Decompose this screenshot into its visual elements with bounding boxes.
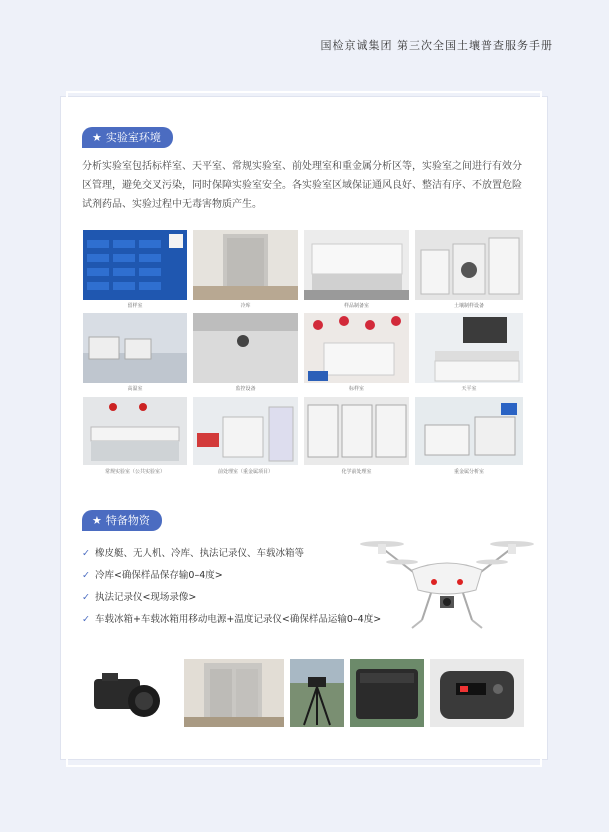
cold-room-illustration xyxy=(193,230,298,300)
check-icon: ✓ xyxy=(82,570,90,581)
heavy-metal-illustration xyxy=(415,397,523,465)
mobile-power-image xyxy=(430,659,524,727)
drone-illustration xyxy=(352,520,542,650)
photo-general-lab xyxy=(83,397,187,465)
photo-monitoring xyxy=(193,313,298,383)
supplies-list xyxy=(82,543,381,631)
photo-prep-room xyxy=(304,230,409,300)
shelves-illustration xyxy=(83,230,187,300)
photo-balance-room xyxy=(415,313,523,383)
page-header: 国检京诚集团 第三次全国土壤普查服务手册 xyxy=(320,39,553,52)
prep-room-illustration xyxy=(304,230,409,300)
car-fridge-image xyxy=(350,659,424,727)
photo-pretreatment-room xyxy=(193,397,298,465)
list-item xyxy=(82,543,381,565)
section-badge-supplies xyxy=(82,510,162,531)
camera-illustration xyxy=(82,659,178,727)
caption: 常规实验室（公共实验室） xyxy=(104,469,165,475)
lab-description: 分析实验室包括标样室、天平室、常规实验室、前处理室和重金属分析区等，实验室之间进行有效分区管理，避免交叉污染，同时保障实验室安全。各实验室区域保证通风良好、整洁有序、不放置危险试剂药品、实验过程中无毒害物质产生。 xyxy=(82,161,522,210)
list-item-text: 车载冰箱+车载冰箱用移动电源+温度记录仪<确保样品运输0–4度> xyxy=(94,614,382,625)
photo-high-temp-room xyxy=(83,313,187,383)
general-lab-illustration xyxy=(83,397,187,465)
star-icon: ★ xyxy=(92,514,102,527)
list-item xyxy=(82,565,381,587)
car-fridge-illustration xyxy=(350,659,424,727)
photo-chemical-pretreatment xyxy=(304,397,409,465)
section-badge-label: 特备物资 xyxy=(105,514,150,527)
fume-hood-illustration xyxy=(304,397,409,465)
caption: 前处理室（重金属项目） xyxy=(217,469,273,475)
photo-soil-equipment xyxy=(415,230,523,300)
standard-room-illustration xyxy=(304,313,409,383)
list-item xyxy=(82,609,381,631)
caption: 标样室 xyxy=(348,386,364,392)
caption: 化学前处理室 xyxy=(341,469,372,475)
section-badge-lab xyxy=(82,127,173,148)
photo-heavy-metal-room xyxy=(415,397,523,465)
check-icon: ✓ xyxy=(82,614,90,625)
high-temp-illustration xyxy=(83,313,187,383)
check-icon: ✓ xyxy=(82,592,90,603)
caption: 样品制备室 xyxy=(343,303,369,309)
pretreatment-illustration xyxy=(193,397,298,465)
camera-image xyxy=(82,659,178,727)
caption: 土壤制样设备 xyxy=(453,303,484,309)
caption: 重金属分析室 xyxy=(453,469,484,475)
check-icon: ✓ xyxy=(82,548,90,559)
photo-standard-sample-room xyxy=(304,313,409,383)
caption: 高温室 xyxy=(127,386,143,392)
cold-storage-illustration xyxy=(184,659,284,727)
list-item xyxy=(82,587,381,609)
list-item-text: 冷库<确保样品保存输0–4度> xyxy=(94,570,223,581)
list-item-text: 橡皮艇、无人机、冷库、执法记录仪、车载冰箱等 xyxy=(94,548,304,559)
list-item-text: 执法记录仪<现场录像> xyxy=(94,592,197,603)
power-supply-illustration xyxy=(430,659,524,727)
caption: 监控设备 xyxy=(235,386,256,392)
photo-cold-room xyxy=(193,230,298,300)
tripod-illustration xyxy=(290,659,344,727)
star-icon: ★ xyxy=(92,131,102,144)
caption: 留样室 xyxy=(127,303,143,309)
cold-storage-image xyxy=(184,659,284,727)
drone-image xyxy=(352,520,542,650)
section-badge-label: 实验室环境 xyxy=(105,131,161,144)
photo-sample-room xyxy=(83,230,187,300)
balance-room-illustration xyxy=(415,313,523,383)
equipment-illustration xyxy=(415,230,523,300)
tripod-recorder-image xyxy=(290,659,344,727)
caption: 天平室 xyxy=(461,386,477,392)
caption: 冷库 xyxy=(240,303,251,309)
monitoring-illustration xyxy=(193,313,298,383)
